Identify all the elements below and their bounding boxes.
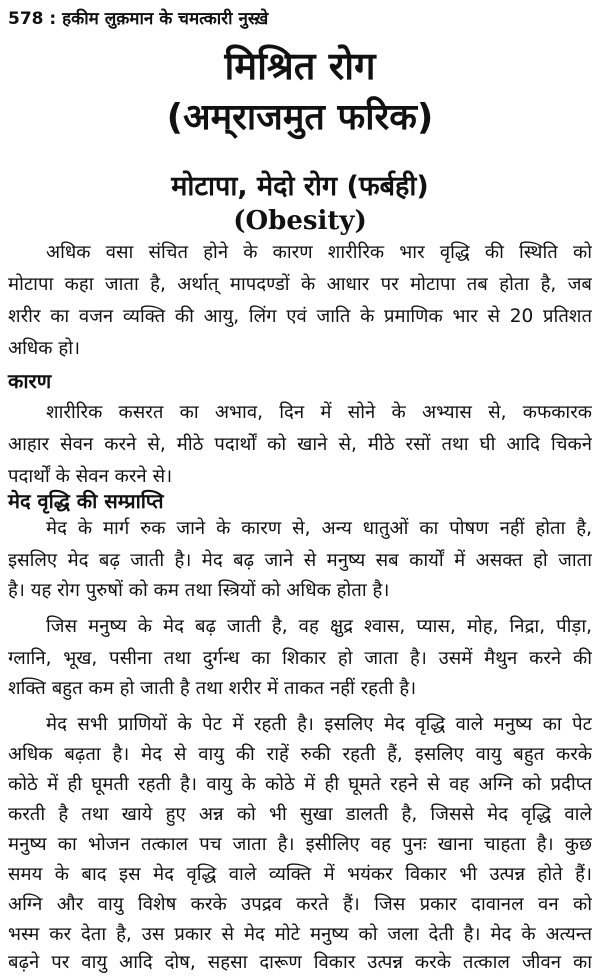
intro-line: शरीर का वजन व्यक्ति की आयु, लिंग एवं जाति के प्रमाणिक भार से 20 प्रतिशत [8,306,592,327]
para2-line: ग्लानि, भूख, पसीना तथा दुर्गन्ध का शिकार हो जाता है। उसमें मैथुन करने की [8,648,592,669]
para2-line: शक्ति बहुत कम हो जाती है तथा शरीर में ताकत नहीं रहती है। [8,678,417,699]
para1-line: मेद के मार्ग रुक जाने के कारण से, अन्य धातुओं का पोषण नहीं होता है, [46,518,592,539]
para3-line: मेद सभी प्राणियों के पेट में रहती है। इसलिए मेद वृद्धि वाले मनुष्य का पेट [46,714,592,735]
running-head: 578 : हकीम लुक़मान के चमत्कारी नुस्ख़े [8,9,269,29]
para3-line: भस्म कर देता है, उस प्रकार से मेद मोटे मनुष्य को जला देती है। मेद के अत्यन्त [8,924,592,945]
chapter-title-urdu: (अम्‌राजमुत फरिक) [166,97,434,138]
cause-line: शारीरिक कसरत का अभाव, दिन में सोने के अभ्यास से, कफकारक [46,402,592,423]
cause-line: पदार्थों के सेवन करने से। [8,466,173,487]
para1-line: है। यह रोग पुरुषों को कम तथा स्त्रियों को अधिक होता है। [8,580,390,601]
intro-line: मोटापा कहा जाता है, अर्थात् मापदण्डों के आधार पर मोटापा तब होता है, जब [8,274,592,295]
chapter-title: मिश्रित रोग [224,44,376,88]
heading-cause: कारण [8,369,52,393]
intro-line: अधिक हो। [8,338,81,359]
intro-line: अधिक वसा संचित होने के कारण शारीरिक भार वृद्धि की स्थिति को [46,242,592,263]
para3-line: अधिक बढ़ता है। मेद से वायु की राहें रुकी रहती हैं, इसलिए वायु बहुत करके [8,744,592,765]
para3-line: कोठे में ही घूमती रहती है। वायु के कोठे में ही घूमते रहने से वह अग्नि को प्रदीप्त [8,774,592,795]
para3-line: करती है तथा खाये हुए अन्न को भी सुखा डालती है, जिससे मेद वृद्धि वाले [8,804,592,825]
heading-pathogenesis: मेद वृद्धि की सम्प्राप्ति [8,489,164,513]
para2-line: जिस मनुष्य के मेद बढ़ जाती है, वह क्षुद्र श्‍वास, प्यास, मोह, निद्रा, पीड़ा, [46,616,592,637]
section-title-hindi: मोटापा, मेदो रोग (फर्बही) [171,171,429,202]
para3-line: बढ़ने पर वायु आदि दोष, सहसा दारूण विकार उत्पन्न करके तत्काल जीवन का [8,952,592,973]
para3-line: अग्नि और वायु विशेष करके उपद्रव करते हैं। जिस प्रकार दावानल वन को [8,894,592,915]
cause-line: आहार सेवन करने से, मीठे पदार्थों को खाने से, मीठे रसों तथा घी आदि चिकने [8,434,592,455]
para3-line: मनुष्य का भोजन तत्काल पच जाता है। इसीलिए वह पुनः खाना चाहता है। कुछ [8,834,592,855]
para1-line: इसलिए मेद बढ़ जाती है। मेद बढ़ जाने से मनुष्य सब कार्यों में असक्त हो जाता [8,550,592,571]
section-title-english: (Obesity) [233,206,367,236]
para3-line: समय के बाद इस मेद वृद्धि वाले व्यक्ति में भयंकर विकार भी उत्पन्न होते हैं। [8,864,592,885]
